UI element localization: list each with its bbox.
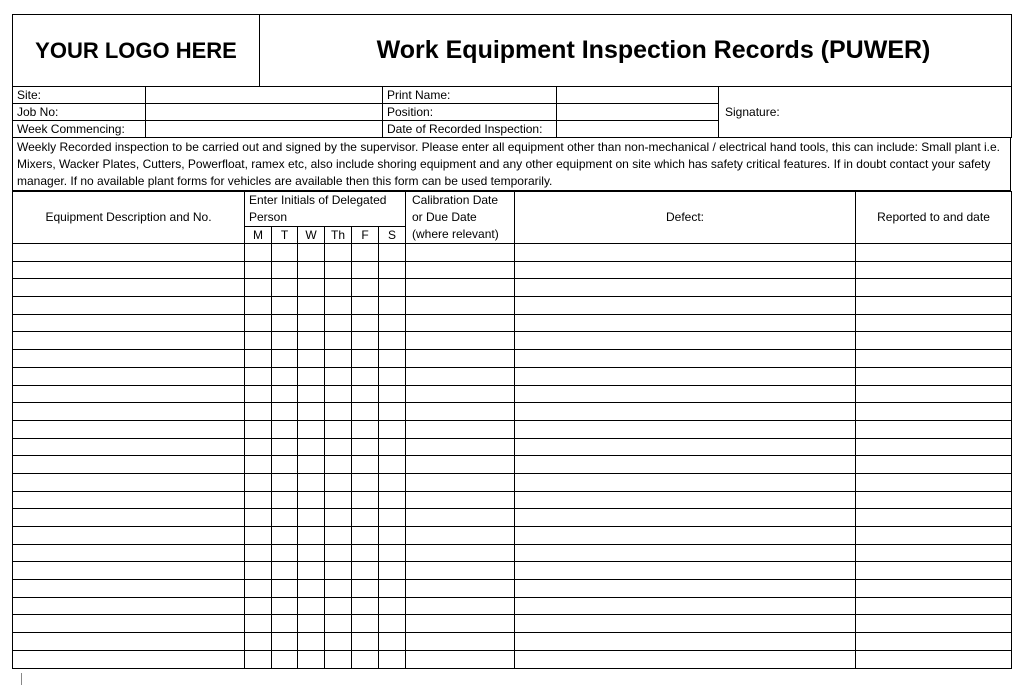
wed-cell[interactable] bbox=[298, 527, 325, 545]
calibration-cell[interactable] bbox=[406, 527, 515, 545]
calibration-cell[interactable] bbox=[406, 297, 515, 315]
mon-cell[interactable] bbox=[245, 509, 272, 527]
tue-cell[interactable] bbox=[272, 544, 298, 562]
defect-cell[interactable] bbox=[515, 438, 856, 456]
signature-field[interactable] bbox=[719, 87, 1012, 138]
wed-cell[interactable] bbox=[298, 385, 325, 403]
calibration-cell[interactable] bbox=[406, 633, 515, 651]
fri-cell[interactable] bbox=[352, 527, 379, 545]
wed-cell[interactable] bbox=[298, 650, 325, 668]
site-label: Site: bbox=[13, 87, 146, 104]
fri-cell[interactable] bbox=[352, 473, 379, 491]
initials-column-header: Enter Initials of Delegated Person bbox=[245, 192, 406, 227]
mon-cell[interactable] bbox=[245, 615, 272, 633]
equipment-cell[interactable] bbox=[13, 544, 245, 562]
thu-cell[interactable] bbox=[325, 279, 352, 297]
wed-cell[interactable] bbox=[298, 438, 325, 456]
defect-cell[interactable] bbox=[515, 420, 856, 438]
mon-cell[interactable] bbox=[245, 650, 272, 668]
mon-cell[interactable] bbox=[245, 580, 272, 598]
form-header bbox=[12, 14, 1012, 87]
calibration-cell[interactable] bbox=[406, 615, 515, 633]
defect-cell[interactable] bbox=[515, 261, 856, 279]
print-name-field[interactable] bbox=[557, 87, 719, 104]
defect-cell[interactable] bbox=[515, 332, 856, 350]
sat-cell[interactable] bbox=[379, 456, 406, 474]
table-row bbox=[13, 580, 1012, 598]
defect-cell[interactable] bbox=[515, 580, 856, 598]
reported-cell[interactable] bbox=[856, 385, 1012, 403]
equipment-cell[interactable] bbox=[13, 491, 245, 509]
calibration-cell[interactable] bbox=[406, 420, 515, 438]
sat-cell[interactable] bbox=[379, 332, 406, 350]
equipment-cell[interactable] bbox=[13, 438, 245, 456]
table-row bbox=[13, 438, 1012, 456]
wed-cell[interactable] bbox=[298, 420, 325, 438]
mon-cell[interactable] bbox=[245, 420, 272, 438]
reported-cell[interactable] bbox=[856, 544, 1012, 562]
instructions-text: Weekly Recorded inspection to be carried out and signed by the supervisor. Please enter all equipment other than non-mechanical / electrical hand tools, this can include: Small plant i.e. Mixers, Wacker Plates, Cutters, Powerfloat, ramex etc, also include shoring equipment and any other equipment on site which has safety critical features. If in doubt contact your safety manager. If no available plant forms for vehicles are available then this form can be used temporarily. bbox=[13, 138, 1011, 191]
wed-cell[interactable] bbox=[298, 597, 325, 615]
thu-cell[interactable] bbox=[325, 420, 352, 438]
mon-cell[interactable] bbox=[245, 261, 272, 279]
position-field[interactable] bbox=[557, 104, 719, 121]
sat-cell[interactable] bbox=[379, 562, 406, 580]
table-row bbox=[13, 544, 1012, 562]
equipment-cell[interactable] bbox=[13, 420, 245, 438]
fri-cell[interactable] bbox=[352, 385, 379, 403]
calibration-cell[interactable] bbox=[406, 244, 515, 262]
mon-cell[interactable] bbox=[245, 297, 272, 315]
thu-cell[interactable] bbox=[325, 332, 352, 350]
reported-cell[interactable] bbox=[856, 420, 1012, 438]
thu-cell[interactable] bbox=[325, 297, 352, 315]
mon-cell[interactable] bbox=[245, 314, 272, 332]
wed-cell[interactable] bbox=[298, 244, 325, 262]
equipment-cell[interactable] bbox=[13, 562, 245, 580]
equipment-cell[interactable] bbox=[13, 527, 245, 545]
position-label: Position: bbox=[383, 104, 557, 121]
equipment-cell[interactable] bbox=[13, 350, 245, 368]
defect-cell[interactable] bbox=[515, 244, 856, 262]
sat-cell[interactable] bbox=[379, 314, 406, 332]
fri-cell[interactable] bbox=[352, 456, 379, 474]
equipment-cell[interactable] bbox=[13, 403, 245, 421]
defect-cell[interactable] bbox=[515, 403, 856, 421]
wed-cell[interactable] bbox=[298, 509, 325, 527]
mon-cell[interactable] bbox=[245, 367, 272, 385]
defect-cell[interactable] bbox=[515, 562, 856, 580]
mon-cell[interactable] bbox=[245, 473, 272, 491]
info-section bbox=[12, 87, 1012, 138]
calibration-cell[interactable] bbox=[406, 544, 515, 562]
mon-cell[interactable] bbox=[245, 350, 272, 368]
thu-cell[interactable] bbox=[325, 650, 352, 668]
equipment-cell[interactable] bbox=[13, 456, 245, 474]
signature-label: Signature: bbox=[725, 105, 780, 119]
reported-cell[interactable] bbox=[856, 491, 1012, 509]
fri-cell[interactable] bbox=[352, 491, 379, 509]
table-row bbox=[13, 314, 1012, 332]
table-row bbox=[13, 297, 1012, 315]
equipment-cell[interactable] bbox=[13, 261, 245, 279]
tue-cell[interactable] bbox=[272, 650, 298, 668]
day-header-fri: F bbox=[352, 227, 379, 244]
calibration-cell[interactable] bbox=[406, 279, 515, 297]
table-row bbox=[13, 279, 1012, 297]
fri-cell[interactable] bbox=[352, 562, 379, 580]
thu-cell[interactable] bbox=[325, 509, 352, 527]
tue-cell[interactable] bbox=[272, 332, 298, 350]
reported-cell[interactable] bbox=[856, 403, 1012, 421]
mon-cell[interactable] bbox=[245, 332, 272, 350]
defect-column-header: Defect: bbox=[515, 192, 856, 244]
calibration-cell[interactable] bbox=[406, 385, 515, 403]
reported-cell[interactable] bbox=[856, 438, 1012, 456]
table-row bbox=[13, 456, 1012, 474]
wed-cell[interactable] bbox=[298, 580, 325, 598]
equipment-cell[interactable] bbox=[13, 580, 245, 598]
calibration-column-header: Calibration Date or Due Date (where relevant) bbox=[406, 192, 515, 244]
defect-cell[interactable] bbox=[515, 633, 856, 651]
tue-cell[interactable] bbox=[272, 615, 298, 633]
calibration-cell[interactable] bbox=[406, 332, 515, 350]
tue-cell[interactable] bbox=[272, 438, 298, 456]
mon-cell[interactable] bbox=[245, 385, 272, 403]
thu-cell[interactable] bbox=[325, 633, 352, 651]
thu-cell[interactable] bbox=[325, 580, 352, 598]
reported-cell[interactable] bbox=[856, 297, 1012, 315]
equipment-cell[interactable] bbox=[13, 473, 245, 491]
defect-cell[interactable] bbox=[515, 350, 856, 368]
week-commencing-field[interactable] bbox=[146, 121, 383, 138]
thu-cell[interactable] bbox=[325, 527, 352, 545]
sat-cell[interactable] bbox=[379, 650, 406, 668]
defect-cell[interactable] bbox=[515, 491, 856, 509]
job-no-label: Job No: bbox=[13, 104, 146, 121]
defect-cell[interactable] bbox=[515, 615, 856, 633]
fri-cell[interactable] bbox=[352, 261, 379, 279]
sat-cell[interactable] bbox=[379, 385, 406, 403]
equipment-cell[interactable] bbox=[13, 650, 245, 668]
tue-cell[interactable] bbox=[272, 562, 298, 580]
tue-cell[interactable] bbox=[272, 403, 298, 421]
calibration-cell[interactable] bbox=[406, 473, 515, 491]
calibration-cell[interactable] bbox=[406, 261, 515, 279]
table-row bbox=[13, 597, 1012, 615]
wed-cell[interactable] bbox=[298, 332, 325, 350]
calibration-cell[interactable] bbox=[406, 350, 515, 368]
reported-cell[interactable] bbox=[856, 509, 1012, 527]
reported-column-header: Reported to and date bbox=[856, 192, 1012, 244]
sat-cell[interactable] bbox=[379, 438, 406, 456]
table-row bbox=[13, 367, 1012, 385]
grid-rows bbox=[13, 244, 1012, 669]
defect-cell[interactable] bbox=[515, 597, 856, 615]
reported-cell[interactable] bbox=[856, 615, 1012, 633]
reported-cell[interactable] bbox=[856, 279, 1012, 297]
fri-cell[interactable] bbox=[352, 332, 379, 350]
tue-cell[interactable] bbox=[272, 491, 298, 509]
wed-cell[interactable] bbox=[298, 279, 325, 297]
sat-cell[interactable] bbox=[379, 491, 406, 509]
inspection-form bbox=[12, 14, 1011, 669]
sat-cell[interactable] bbox=[379, 244, 406, 262]
tue-cell[interactable] bbox=[272, 385, 298, 403]
tue-cell[interactable] bbox=[272, 279, 298, 297]
equipment-cell[interactable] bbox=[13, 509, 245, 527]
thu-cell[interactable] bbox=[325, 244, 352, 262]
sat-cell[interactable] bbox=[379, 350, 406, 368]
sat-cell[interactable] bbox=[379, 633, 406, 651]
tue-cell[interactable] bbox=[272, 509, 298, 527]
table-row bbox=[13, 261, 1012, 279]
equipment-cell[interactable] bbox=[13, 279, 245, 297]
equipment-cell[interactable] bbox=[13, 332, 245, 350]
thu-cell[interactable] bbox=[325, 403, 352, 421]
sat-cell[interactable] bbox=[379, 367, 406, 385]
reported-cell[interactable] bbox=[856, 261, 1012, 279]
sat-cell[interactable] bbox=[379, 580, 406, 598]
tue-cell[interactable] bbox=[272, 456, 298, 474]
day-header-wed: W bbox=[298, 227, 325, 244]
mon-cell[interactable] bbox=[245, 562, 272, 580]
table-row bbox=[13, 615, 1012, 633]
fri-cell[interactable] bbox=[352, 597, 379, 615]
fri-cell[interactable] bbox=[352, 438, 379, 456]
wed-cell[interactable] bbox=[298, 403, 325, 421]
equipment-cell[interactable] bbox=[13, 244, 245, 262]
wed-cell[interactable] bbox=[298, 456, 325, 474]
fri-cell[interactable] bbox=[352, 650, 379, 668]
fri-cell[interactable] bbox=[352, 509, 379, 527]
defect-cell[interactable] bbox=[515, 509, 856, 527]
fri-cell[interactable] bbox=[352, 297, 379, 315]
table-row bbox=[13, 509, 1012, 527]
fri-cell[interactable] bbox=[352, 314, 379, 332]
defect-cell[interactable] bbox=[515, 473, 856, 491]
table-row bbox=[13, 385, 1012, 403]
calibration-cell[interactable] bbox=[406, 491, 515, 509]
day-header-thu: Th bbox=[325, 227, 352, 244]
equipment-cell[interactable] bbox=[13, 633, 245, 651]
reported-cell[interactable] bbox=[856, 597, 1012, 615]
fri-cell[interactable] bbox=[352, 615, 379, 633]
defect-cell[interactable] bbox=[515, 456, 856, 474]
tue-cell[interactable] bbox=[272, 597, 298, 615]
reported-cell[interactable] bbox=[856, 244, 1012, 262]
mon-cell[interactable] bbox=[245, 438, 272, 456]
sat-cell[interactable] bbox=[379, 403, 406, 421]
defect-cell[interactable] bbox=[515, 385, 856, 403]
calibration-cell[interactable] bbox=[406, 562, 515, 580]
tue-cell[interactable] bbox=[272, 297, 298, 315]
thu-cell[interactable] bbox=[325, 367, 352, 385]
reported-cell[interactable] bbox=[856, 367, 1012, 385]
instructions-section bbox=[12, 138, 1011, 191]
mon-cell[interactable] bbox=[245, 403, 272, 421]
fri-cell[interactable] bbox=[352, 544, 379, 562]
defect-cell[interactable] bbox=[515, 314, 856, 332]
calibration-cell[interactable] bbox=[406, 403, 515, 421]
table-row bbox=[13, 244, 1012, 262]
sat-cell[interactable] bbox=[379, 509, 406, 527]
thu-cell[interactable] bbox=[325, 314, 352, 332]
sat-cell[interactable] bbox=[379, 544, 406, 562]
thu-cell[interactable] bbox=[325, 385, 352, 403]
sat-cell[interactable] bbox=[379, 420, 406, 438]
table-row bbox=[13, 332, 1012, 350]
sat-cell[interactable] bbox=[379, 527, 406, 545]
inspection-grid bbox=[12, 191, 1012, 669]
equipment-cell[interactable] bbox=[13, 367, 245, 385]
thu-cell[interactable] bbox=[325, 261, 352, 279]
wed-cell[interactable] bbox=[298, 314, 325, 332]
mon-cell[interactable] bbox=[245, 279, 272, 297]
defect-cell[interactable] bbox=[515, 297, 856, 315]
mon-cell[interactable] bbox=[245, 244, 272, 262]
defect-cell[interactable] bbox=[515, 279, 856, 297]
mon-cell[interactable] bbox=[245, 633, 272, 651]
defect-cell[interactable] bbox=[515, 527, 856, 545]
wed-cell[interactable] bbox=[298, 350, 325, 368]
equipment-cell[interactable] bbox=[13, 297, 245, 315]
mon-cell[interactable] bbox=[245, 597, 272, 615]
tue-cell[interactable] bbox=[272, 367, 298, 385]
fri-cell[interactable] bbox=[352, 403, 379, 421]
wed-cell[interactable] bbox=[298, 367, 325, 385]
wed-cell[interactable] bbox=[298, 473, 325, 491]
calibration-cell[interactable] bbox=[406, 438, 515, 456]
date-recorded-label: Date of Recorded Inspection: bbox=[383, 121, 557, 138]
sat-cell[interactable] bbox=[379, 597, 406, 615]
wed-cell[interactable] bbox=[298, 491, 325, 509]
sat-cell[interactable] bbox=[379, 615, 406, 633]
thu-cell[interactable] bbox=[325, 597, 352, 615]
tue-cell[interactable] bbox=[272, 580, 298, 598]
mon-cell[interactable] bbox=[245, 544, 272, 562]
equipment-cell[interactable] bbox=[13, 615, 245, 633]
equipment-column-header: Equipment Description and No. bbox=[13, 192, 245, 244]
table-row bbox=[13, 473, 1012, 491]
fri-cell[interactable] bbox=[352, 279, 379, 297]
mon-cell[interactable] bbox=[245, 491, 272, 509]
reported-cell[interactable] bbox=[856, 562, 1012, 580]
calibration-cell[interactable] bbox=[406, 456, 515, 474]
equipment-cell[interactable] bbox=[13, 314, 245, 332]
print-name-label: Print Name: bbox=[383, 87, 557, 104]
date-recorded-field[interactable] bbox=[557, 121, 719, 138]
defect-cell[interactable] bbox=[515, 650, 856, 668]
wed-cell[interactable] bbox=[298, 261, 325, 279]
defect-cell[interactable] bbox=[515, 544, 856, 562]
logo-placeholder: YOUR LOGO HERE bbox=[13, 15, 260, 87]
day-header-tue: T bbox=[272, 227, 298, 244]
calibration-cell[interactable] bbox=[406, 580, 515, 598]
thu-cell[interactable] bbox=[325, 350, 352, 368]
table-row bbox=[13, 562, 1012, 580]
fri-cell[interactable] bbox=[352, 580, 379, 598]
day-header-mon: M bbox=[245, 227, 272, 244]
thu-cell[interactable] bbox=[325, 615, 352, 633]
calibration-cell[interactable] bbox=[406, 597, 515, 615]
wed-cell[interactable] bbox=[298, 297, 325, 315]
job-no-field[interactable] bbox=[146, 104, 383, 121]
week-commencing-label: Week Commencing: bbox=[13, 121, 146, 138]
reported-cell[interactable] bbox=[856, 350, 1012, 368]
form-title: Work Equipment Inspection Records (PUWER) bbox=[260, 15, 1012, 87]
calibration-cell[interactable] bbox=[406, 314, 515, 332]
table-row bbox=[13, 491, 1012, 509]
fri-cell[interactable] bbox=[352, 633, 379, 651]
calibration-cell[interactable] bbox=[406, 650, 515, 668]
fri-cell[interactable] bbox=[352, 350, 379, 368]
thu-cell[interactable] bbox=[325, 562, 352, 580]
table-row bbox=[13, 527, 1012, 545]
calibration-cell[interactable] bbox=[406, 509, 515, 527]
table-row bbox=[13, 403, 1012, 421]
wed-cell[interactable] bbox=[298, 633, 325, 651]
thu-cell[interactable] bbox=[325, 456, 352, 474]
sat-cell[interactable] bbox=[379, 473, 406, 491]
table-row bbox=[13, 420, 1012, 438]
page-edge-marker bbox=[21, 673, 22, 685]
mon-cell[interactable] bbox=[245, 527, 272, 545]
thu-cell[interactable] bbox=[325, 438, 352, 456]
tue-cell[interactable] bbox=[272, 527, 298, 545]
defect-cell[interactable] bbox=[515, 367, 856, 385]
thu-cell[interactable] bbox=[325, 491, 352, 509]
calibration-cell[interactable] bbox=[406, 367, 515, 385]
site-field[interactable] bbox=[146, 87, 383, 104]
reported-cell[interactable] bbox=[856, 332, 1012, 350]
fri-cell[interactable] bbox=[352, 420, 379, 438]
fri-cell[interactable] bbox=[352, 244, 379, 262]
wed-cell[interactable] bbox=[298, 615, 325, 633]
reported-cell[interactable] bbox=[856, 633, 1012, 651]
wed-cell[interactable] bbox=[298, 544, 325, 562]
tue-cell[interactable] bbox=[272, 314, 298, 332]
reported-cell[interactable] bbox=[856, 650, 1012, 668]
tue-cell[interactable] bbox=[272, 420, 298, 438]
table-row bbox=[13, 350, 1012, 368]
reported-cell[interactable] bbox=[856, 527, 1012, 545]
equipment-cell[interactable] bbox=[13, 385, 245, 403]
thu-cell[interactable] bbox=[325, 544, 352, 562]
sat-cell[interactable] bbox=[379, 261, 406, 279]
tue-cell[interactable] bbox=[272, 633, 298, 651]
tue-cell[interactable] bbox=[272, 473, 298, 491]
table-row bbox=[13, 650, 1012, 668]
wed-cell[interactable] bbox=[298, 562, 325, 580]
table-row bbox=[13, 633, 1012, 651]
reported-cell[interactable] bbox=[856, 473, 1012, 491]
thu-cell[interactable] bbox=[325, 473, 352, 491]
equipment-cell[interactable] bbox=[13, 597, 245, 615]
sat-cell[interactable] bbox=[379, 297, 406, 315]
tue-cell[interactable] bbox=[272, 244, 298, 262]
tue-cell[interactable] bbox=[272, 350, 298, 368]
day-header-sat: S bbox=[379, 227, 406, 244]
reported-cell[interactable] bbox=[856, 314, 1012, 332]
reported-cell[interactable] bbox=[856, 456, 1012, 474]
sat-cell[interactable] bbox=[379, 279, 406, 297]
tue-cell[interactable] bbox=[272, 261, 298, 279]
reported-cell[interactable] bbox=[856, 580, 1012, 598]
mon-cell[interactable] bbox=[245, 456, 272, 474]
fri-cell[interactable] bbox=[352, 367, 379, 385]
